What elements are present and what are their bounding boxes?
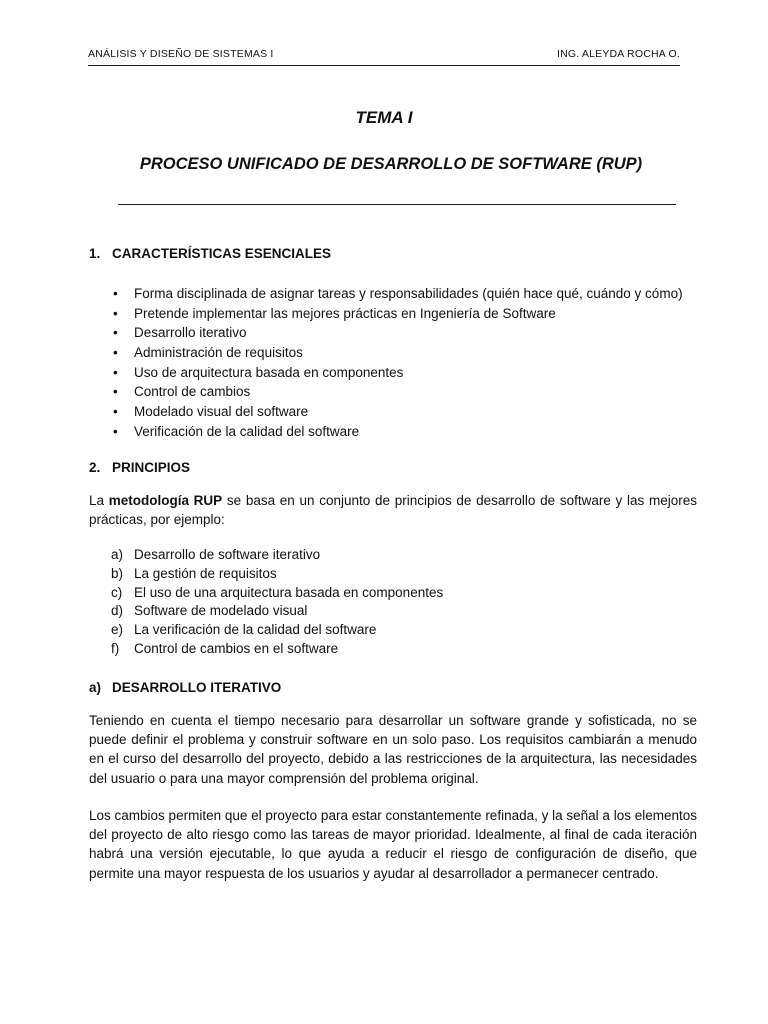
section-2-heading (89, 460, 190, 475)
list-item: • Uso de arquitectura basada en componentes (113, 363, 683, 383)
subsection-a-title: DESARROLLO ITERATIVO (112, 680, 282, 695)
list-item: • Desarrollo iterativo (113, 323, 683, 343)
bullet-icon: • (113, 305, 118, 321)
characteristics-list (113, 284, 683, 442)
list-item: • Pretende implementar las mejores prácticas en Ingeniería de Software (113, 304, 683, 324)
bullet-icon: • (113, 286, 118, 301)
principles-intro: La metodología RUP se basa en un conjunto de principios de desarrollo de software y las mejores prácticas, por ejemplo: (89, 493, 697, 528)
list-item: f) Control de cambios en el software (111, 640, 339, 656)
iterative-paragraph-1: Teniendo en cuenta el tiempo necesario para desarrollar un software grande y sofisticada, no se puede definir el problema y construir software en un solo paso. Los requisitos cambiarán a menudo en el curso del desarrollo del proyecto, debido a las restricciones de la arquitectura, las necesidades del usuario o para una mayor comprensión del problema original. (89, 713, 697, 786)
list-item: • Modelado visual del software (113, 402, 683, 422)
list-item: • Verificación de la calidad del software (113, 422, 683, 442)
section-2-number: 2. (89, 460, 101, 475)
bullet-icon: • (113, 423, 118, 439)
emphasis-rup: metodología RUP (108, 493, 223, 508)
title-divider (118, 204, 676, 205)
list-item: a) Desarrollo de software iterativo (111, 547, 321, 562)
iterative-paragraph-2: Los cambios permiten que el proyecto para estar constantemente refinada, y la señal a los elementos del proyecto de alto riesgo como las tareas de mayor prioridad. Idealmente, al final de cada iteración habrá una versión ejecutable, lo que ayuda a reducir el riesgo de configuración de diseño, que permite una mayor respuesta de los usuarios y ayudar al desarrollador a permanecer centrado. (89, 808, 697, 881)
bullet-icon: • (113, 404, 118, 420)
document-subtitle: PROCESO UNIFICADO DE DESARROLLO DE SOFTWARE (RUP) (139, 155, 643, 173)
section-1-heading (89, 246, 331, 261)
bullet-icon: • (113, 325, 118, 341)
subsection-a-heading (89, 680, 281, 695)
document-title: TEMA I (355, 108, 413, 127)
list-item: • Control de cambios (113, 382, 683, 402)
list-item: • Forma disciplinada de asignar tareas y responsabilidades (quién hace qué, cuándo y cómo) (113, 284, 683, 304)
list-item: d) Software de modelado visual (111, 603, 308, 619)
instructor-name: ING. ALEYDA ROCHA O. (556, 48, 680, 60)
list-item: b) La gestión de requisitos (111, 565, 277, 581)
principles-list (111, 546, 443, 659)
page-header (88, 44, 680, 66)
list-item: • Administración de requisitos (113, 343, 683, 363)
subsection-a-letter: a) (89, 680, 102, 695)
section-2-title: PRINCIPIOS (112, 460, 191, 475)
section-1-number: 1. (89, 246, 101, 261)
bullet-icon: • (113, 364, 118, 380)
bullet-icon: • (113, 345, 118, 361)
bullet-icon: • (113, 384, 118, 400)
course-name: ANÁLISIS Y DISEÑO DE SISTEMAS I (88, 48, 274, 60)
section-1-title: CARACTERÍSTICAS ESENCIALES (112, 246, 332, 261)
list-item: e) La verificación de la calidad del software (111, 622, 377, 638)
list-item: c) El uso de una arquitectura basada en componentes (111, 584, 444, 600)
